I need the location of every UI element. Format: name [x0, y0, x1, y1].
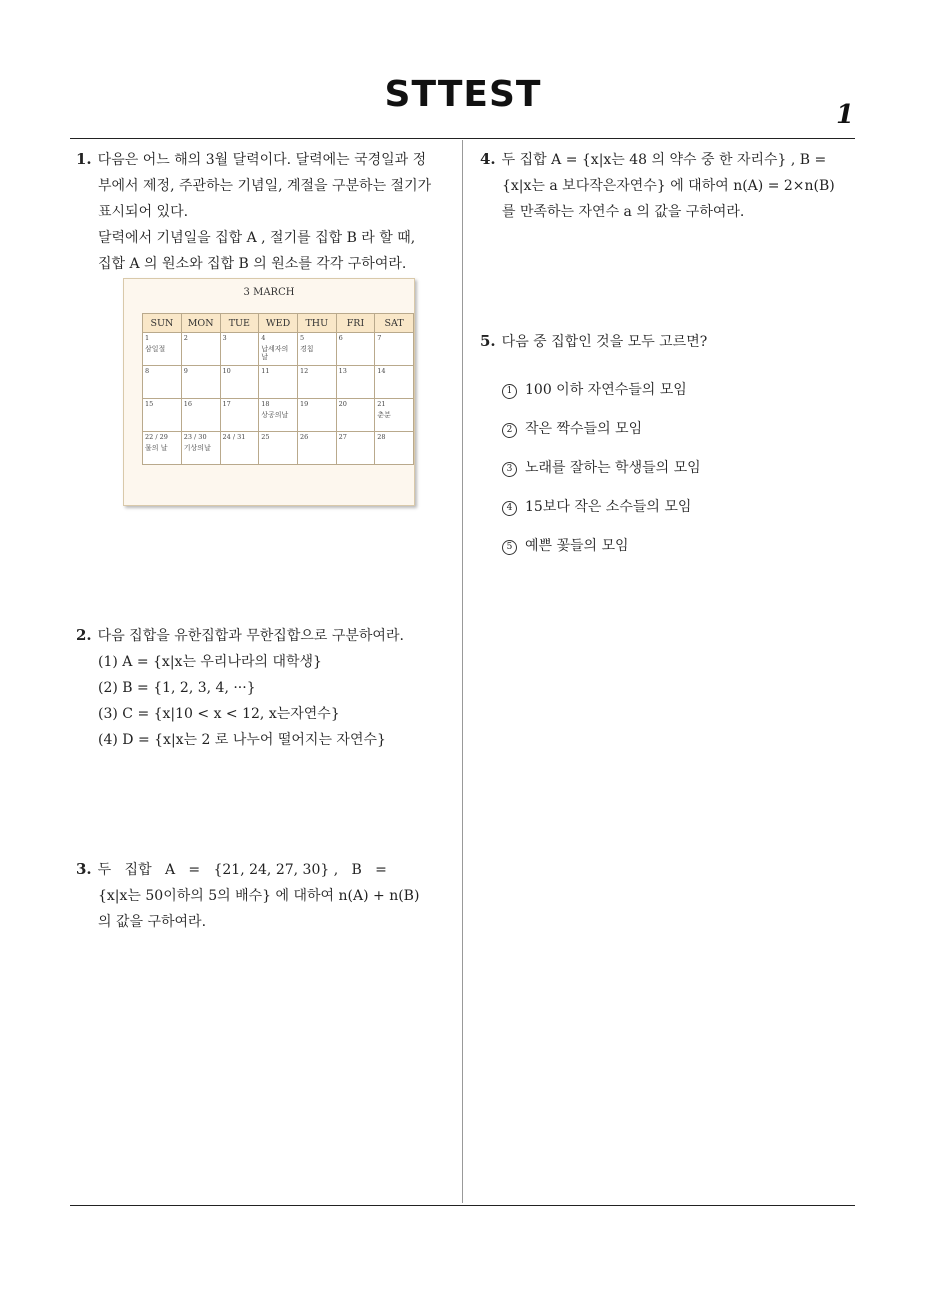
day-number: 26: [299, 433, 309, 441]
question-number: 1.: [76, 150, 92, 168]
choice-list: [480, 377, 860, 559]
calendar-grid: [142, 313, 414, 465]
day-number: 15: [145, 400, 154, 408]
calendar-day: [181, 399, 220, 432]
choice-item: [502, 416, 860, 442]
calendar-day: [143, 333, 182, 366]
choice-marker: 2: [502, 423, 517, 438]
day-number: 18: [261, 400, 270, 408]
calendar-title: 3 MARCH: [243, 287, 295, 298]
day-number: 12: [299, 367, 309, 375]
day-event: 삼일절: [145, 345, 166, 353]
day-event: 물의 날: [145, 444, 168, 452]
weekday-header: SUN: [143, 314, 182, 333]
question-text: 두 집합 A = {21, 24, 27, 30} , B =: [97, 862, 387, 878]
calendar-day: [143, 366, 182, 399]
day-number: 6: [338, 334, 343, 342]
question-text: 부에서 제정, 주관하는 기념일, 계절을 구분하는 절기가: [98, 178, 432, 194]
question-text: 다음 중 집합인 것을 모두 고르면?: [501, 334, 708, 350]
question-1: [76, 146, 460, 277]
question-text: 의 값을 구하여라.: [98, 914, 207, 930]
column-divider: [462, 140, 463, 1203]
calendar-day: [375, 432, 414, 465]
question-4: [480, 146, 860, 225]
day-number: 4: [261, 334, 266, 342]
calendar-day: [181, 432, 220, 465]
top-rule: [70, 138, 855, 139]
calendar-week: [143, 399, 414, 432]
choice-item: [502, 377, 860, 403]
choice-marker: 5: [502, 540, 517, 555]
day-number: 17: [222, 400, 231, 408]
question-text: 집합 A 의 원소와 집합 B 의 원소를 각각 구하여라.: [98, 256, 407, 272]
calendar-week: [143, 432, 414, 465]
set-item: (2) B = {1, 2, 3, 4, ···}: [98, 680, 256, 696]
question-number: 5.: [480, 332, 496, 350]
weekday-header: TUE: [220, 314, 259, 333]
choice-marker: 1: [502, 384, 517, 399]
choice-item: [502, 494, 860, 520]
day-number: 28: [377, 433, 386, 441]
question-text: 다음은 어느 해의 3월 달력이다. 달력에는 국경일과 정: [97, 152, 427, 168]
weekday-header: SAT: [375, 314, 414, 333]
day-number: 24 / 31: [222, 433, 246, 441]
calendar-day: [336, 333, 375, 366]
page-title: STTEST: [384, 74, 542, 115]
calendar-day: [336, 432, 375, 465]
day-number: 11: [261, 367, 270, 375]
calendar-day: [259, 366, 298, 399]
day-number: 20: [338, 400, 347, 408]
day-number: 7: [377, 334, 382, 342]
calendar-day: [143, 432, 182, 465]
question-text: 를 만족하는 자연수 a 의 값을 구하여라.: [502, 204, 745, 220]
question-text: 다음 집합을 유한집합과 무한집합으로 구분하여라.: [97, 628, 404, 644]
choice-text: 노래를 잘하는 학생들의 모임: [525, 460, 701, 476]
question-text: {x|x는 a 보다작은자연수} 에 대하여 n(A) = 2×n(B): [502, 178, 835, 194]
choice-item: [502, 455, 860, 481]
calendar-day: [297, 399, 336, 432]
calendar-day: [143, 399, 182, 432]
day-number: 13: [338, 367, 347, 375]
day-number: 8: [145, 367, 150, 375]
day-number: 14: [377, 367, 386, 375]
set-item: (3) C = {x|10 < x < 12, x는자연수}: [98, 706, 340, 722]
choice-text: 100 이하 자연수들의 모임: [525, 382, 687, 398]
day-number: 9: [183, 367, 188, 375]
calendar-day: [375, 399, 414, 432]
choice-text: 작은 짝수들의 모임: [525, 421, 643, 437]
calendar-day: [259, 333, 298, 366]
question-text: 표시되어 있다.: [98, 204, 189, 220]
calendar-day: [220, 366, 259, 399]
calendar-day: [297, 432, 336, 465]
page-number: 1: [836, 100, 855, 130]
calendar-day: [220, 432, 259, 465]
question-3: [76, 856, 460, 935]
day-number: 16: [183, 400, 192, 408]
calendar-day: [220, 399, 259, 432]
question-number: 2.: [76, 626, 92, 644]
question-2: [76, 622, 460, 753]
day-number: 21: [377, 400, 386, 408]
day-event: 춘분: [377, 411, 391, 419]
calendar-day: [375, 333, 414, 366]
question-number: 3.: [76, 860, 92, 878]
calendar-day: [181, 333, 220, 366]
day-number: 19: [299, 400, 309, 408]
day-event: 납세자의날: [261, 345, 289, 361]
day-number: 22 / 29: [145, 433, 168, 441]
calendar-week: [143, 333, 414, 366]
day-number: 10: [222, 367, 231, 375]
question-5: [480, 328, 860, 572]
calendar-day: [220, 333, 259, 366]
bottom-rule: [70, 1205, 855, 1206]
choice-text: 예쁜 꽃들의 모임: [525, 538, 629, 554]
day-number: 2: [183, 334, 188, 342]
calendar-day: [259, 432, 298, 465]
choice-item: [502, 533, 860, 559]
question-text: {x|x는 50이하의 5의 배수} 에 대하여 n(A) + n(B): [98, 888, 420, 904]
day-number: 25: [261, 433, 270, 441]
question-text: 두 집합 A = {x|x는 48 의 약수 중 한 자리수} , B =: [501, 152, 827, 168]
weekday-header: MON: [181, 314, 220, 333]
day-event: 상공의날: [261, 411, 289, 419]
calendar-week: [143, 366, 414, 399]
choice-text: 15보다 작은 소수들의 모임: [525, 499, 692, 515]
day-event: 기상의날: [183, 444, 211, 452]
set-item: (1) A = {x|x는 우리나라의 대학생}: [98, 654, 322, 670]
calendar-day: [336, 366, 375, 399]
calendar-day: [181, 366, 220, 399]
question-text: 달력에서 기념일을 집합 A , 절기를 집합 B 라 할 때,: [98, 230, 416, 246]
calendar-day: [259, 399, 298, 432]
day-number: 3: [222, 334, 227, 342]
day-number: 27: [338, 433, 347, 441]
day-number: 1: [145, 334, 150, 342]
calendar-day: [336, 399, 375, 432]
calendar-day: [297, 333, 336, 366]
set-item: (4) D = {x|x는 2 로 나누어 떨어지는 자연수}: [98, 732, 386, 748]
march-calendar: [123, 278, 415, 506]
calendar-day: [375, 366, 414, 399]
weekday-header: FRI: [336, 314, 375, 333]
question-number: 4.: [480, 150, 496, 168]
weekday-header: WED: [259, 314, 298, 333]
choice-marker: 4: [502, 501, 517, 516]
day-number: 5: [299, 334, 305, 342]
day-event: 경칩: [299, 345, 314, 353]
calendar-day: [297, 366, 336, 399]
day-number: 23 / 30: [183, 433, 207, 441]
weekday-header: THU: [297, 314, 336, 333]
choice-marker: 3: [502, 462, 517, 477]
